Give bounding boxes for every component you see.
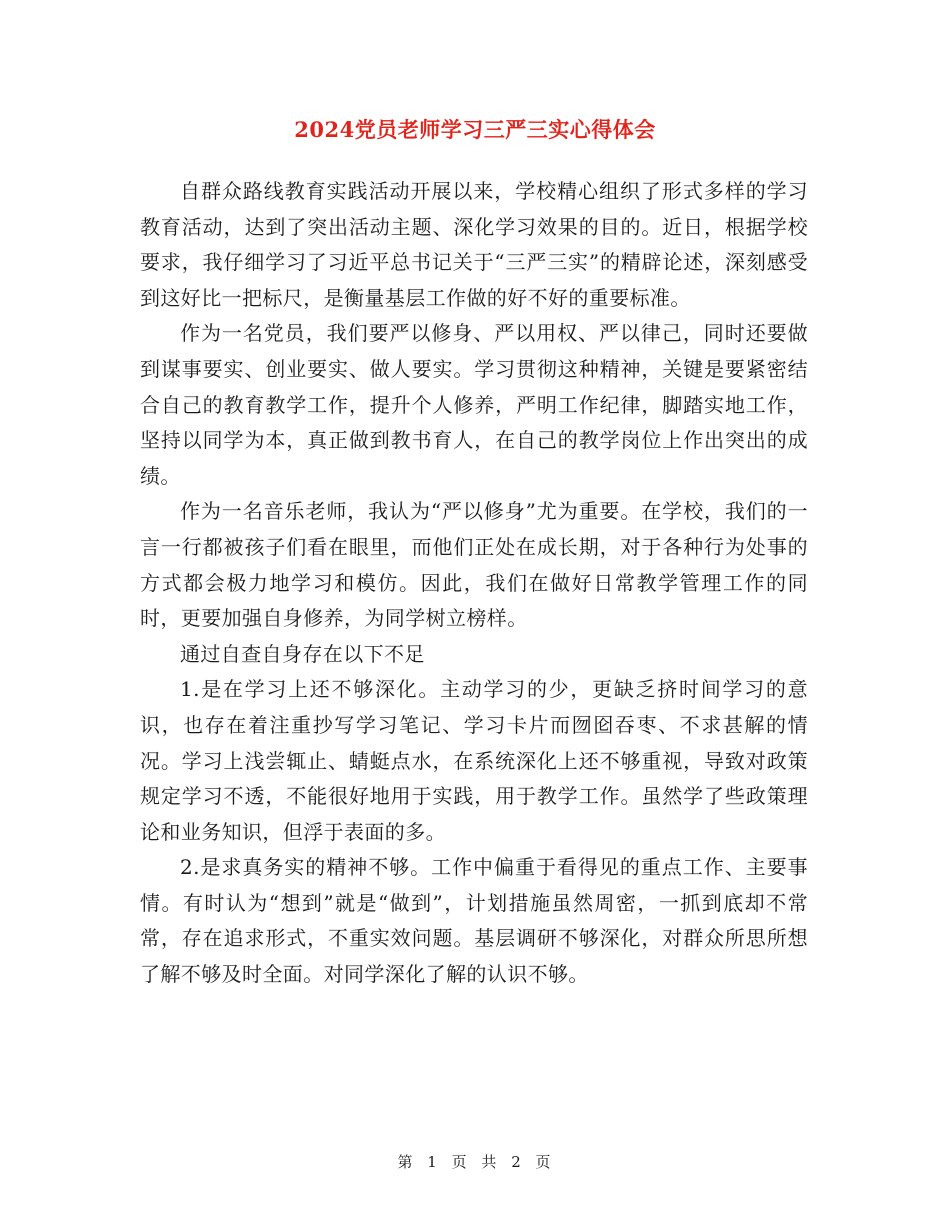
footer-middle-2: 共 — [481, 1153, 499, 1171]
paragraph-6: 2.是求真务实的精神不够。工作中偏重于看得见的重点工作、主要事情。有时认为“想到”就是“做到”，计划措施虽然周密，一抓到底却不常常，存在追求形式，不重实效问题。基层调研不够深化，对群众所思所想了解不够及时全面。对同学深化了解的认识不够。 — [140, 855, 808, 987]
paragraph-1: 自群众路线教育实践活动开展以来，学校精心组织了形式多样的学习教育活动，达到了突出活动主题、深化学习效果的目的。近日，根据学校要求，我仔细学习了习近平总书记关于“三严三实”的精辟论述，深刻感受到这好比一把标尺，是衡量基层工作做的好不好的重要标准。 — [140, 179, 808, 310]
paragraph-5: 1.是在学习上还不够深化。主动学习的少，更缺乏挤时间学习的意识，也存在着注重抄写学习笔记、学习卡片而囫囵吞枣、不求甚解的情况。学习上浅尝辄止、蜻蜓点水，在系统深化上还不够重视，导致对政策规定学习不透，不能很好地用于实践，用于教学工作。虽然学了些政策理论和业务知识，但浮于表面的多。 — [140, 677, 808, 844]
footer-prefix: 第 — [397, 1153, 415, 1171]
footer-suffix: 页 — [535, 1153, 553, 1171]
footer-middle-1: 页 — [451, 1153, 469, 1171]
document-body — [140, 174, 808, 993]
paragraph-2: 作为一名党员，我们要严以修身、严以用权、严以律己，同时还要做到谋事要实、创业要实、做人要实。学习贯彻这种精神，关键是要紧密结合自己的教育教学工作，提升个人修养，严明工作纪律，脚踏实地工作，坚持以同学为本，真正做到教书育人，在自己的教学岗位上作出突出的成绩。 — [140, 321, 808, 488]
paragraph-4: 通过自查自身存在以下不足 — [180, 641, 425, 666]
document-title: 2024党员老师学习三严三实心得体会 — [294, 117, 656, 142]
page-footer — [0, 1152, 950, 1172]
footer-page-number: 1 — [427, 1153, 439, 1171]
footer-total-pages: 2 — [511, 1153, 523, 1171]
paragraph-3: 作为一名音乐老师，我认为“严以修身”尤为重要。在学校，我们的一言一行都被孩子们看在眼里，而他们正处在成长期，对于各种行为处事的方式都会极力地学习和模仿。因此，我们在做好日常教学管理工作的同时，更要加强自身修养，为同学树立榜样。 — [140, 499, 808, 631]
